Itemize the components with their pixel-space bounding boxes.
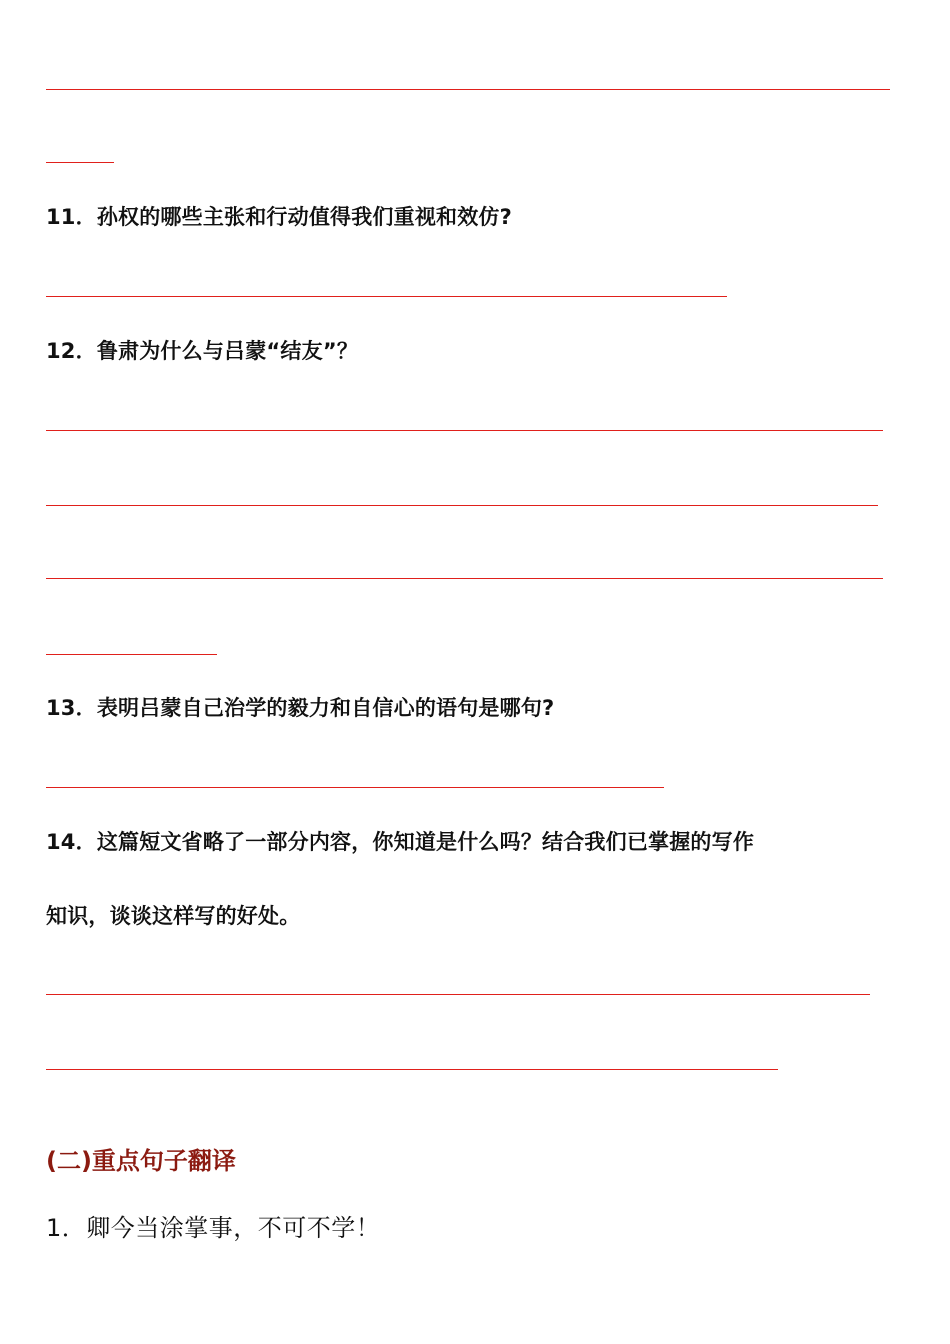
answer-line xyxy=(46,162,114,163)
answer-line xyxy=(46,89,890,90)
translation-sentence-1: 1．卿今当涂掌事，不可不学！ xyxy=(46,1214,381,1242)
answer-line xyxy=(46,1069,778,1070)
answer-line xyxy=(46,578,883,579)
answer-line xyxy=(46,994,870,995)
question-12: 12．鲁肃为什么与吕蒙“结友”？ xyxy=(46,339,359,363)
question-14-line-1: 14．这篇短文省略了一部分内容，你知道是什么吗？结合我们已掌握的写作 xyxy=(46,830,755,854)
section-title: (二)重点句子翻译 xyxy=(46,1147,236,1175)
answer-line xyxy=(46,787,664,788)
question-14-line-2: 知识，谈谈这样写的好处。 xyxy=(46,904,301,928)
answer-line xyxy=(46,654,217,655)
answer-line xyxy=(46,296,727,297)
question-11: 11．孙权的哪些主张和行动值得我们重视和效仿? xyxy=(46,205,513,229)
question-13: 13．表明吕蒙自己治学的毅力和自信心的语句是哪句? xyxy=(46,696,555,720)
answer-line xyxy=(46,430,883,431)
answer-line xyxy=(46,505,878,506)
